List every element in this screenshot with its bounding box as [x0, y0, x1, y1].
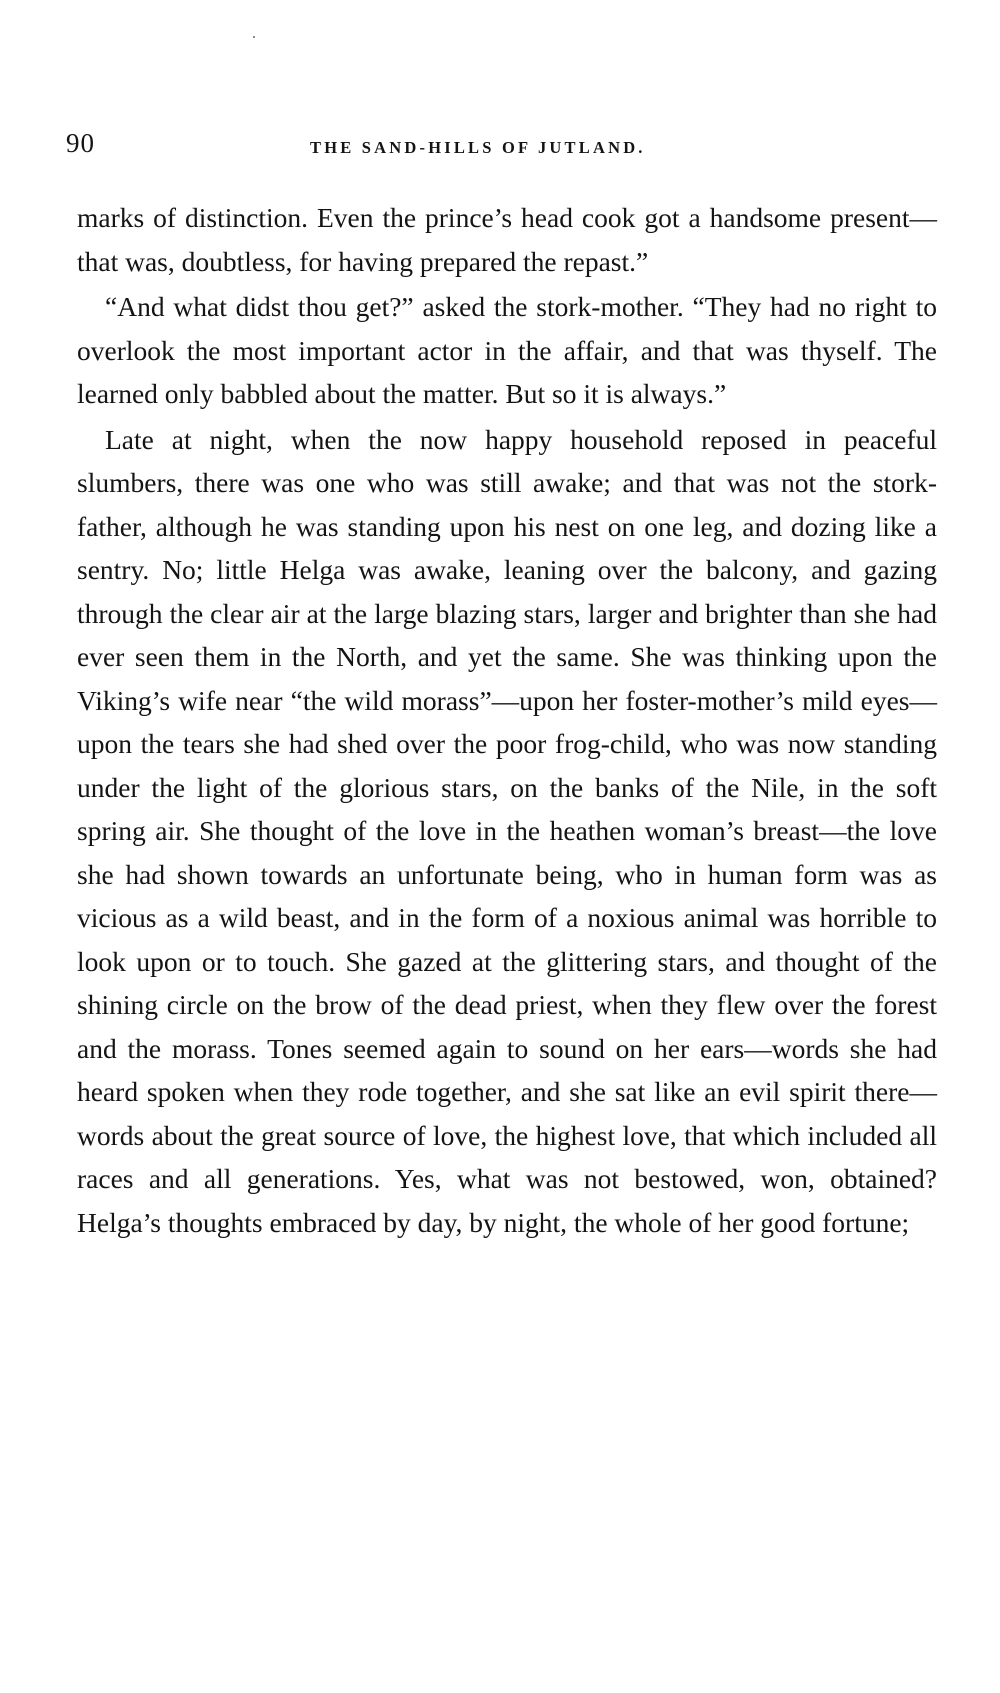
running-title: THE SAND-HILLS OF JUTLAND.: [310, 138, 646, 157]
paragraph-continuation: marks of distinction. Even the prince’s head cook got a handsome present—that was, doubtless, for having prepared the repast.”: [77, 202, 937, 277]
page-header: [66, 128, 936, 168]
body-text: [77, 196, 937, 1244]
page-number: 90: [66, 128, 95, 158]
paragraph-stork-mother: “And what didst thou get?” asked the stork-mother. “They had no right to overlook the most important actor in the affair, and that was thyself. The learned only babbled about the matter. But so it is always.”: [77, 291, 937, 409]
paragraph-late-at-night: Late at night, when the now happy household reposed in peaceful slumbers, there was one who was still awake; and that was not the stork-father, although he was standing upon his nest on one leg, and dozing like a sentry. No; little Helga was awake, leaning over the balcony, and gazing through the clear air at the large blazing stars, larger and brighter than she had ever seen them in the North, and yet the same. She was thinking upon the Viking’s wife near “the wild morass”—upon her foster-mother’s mild eyes—upon the tears she had shed over the poor frog-child, who was now standing under the light of the glorious stars, on the banks of the Nile, in the soft spring air. She thought of the love in the heathen woman’s breast—the love she had shown towards an unfortunate being, who in human form was as vicious as a wild beast, and in the form of a noxious animal was horrible to look upon or to touch. She gazed at the glittering stars, and thought of the shining circle on the brow of the dead priest, when they flew over the forest and the morass. Tones seemed again to sound on her ears—words she had heard spoken when they rode together, and she sat like an evil spirit there—words about the great source of love, the highest love, that which included all races and all generations. Yes, what was not bestowed, won, obtained? Helga’s thoughts embraced by day, by night, the whole of her good fortune;: [77, 423, 937, 1238]
paper-speck: [253, 36, 255, 38]
